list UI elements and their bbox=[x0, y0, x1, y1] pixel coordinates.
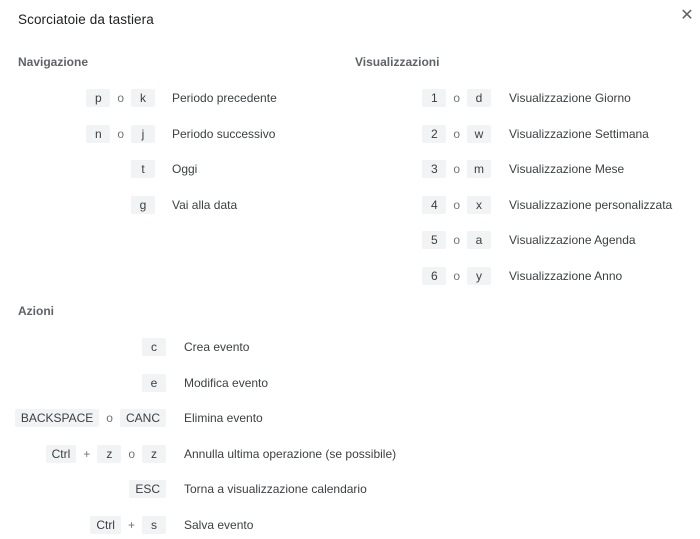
keycap: CANC bbox=[120, 409, 166, 427]
keycap: s bbox=[142, 516, 166, 534]
shortcut-row bbox=[0, 445, 700, 463]
shortcut-row bbox=[0, 196, 700, 214]
shortcut-row bbox=[0, 338, 700, 356]
key-separator: + bbox=[83, 447, 91, 461]
keycap: Ctrl bbox=[46, 445, 77, 463]
keycap: 1 bbox=[422, 89, 446, 107]
keycap: x bbox=[467, 196, 491, 214]
keycap: 5 bbox=[422, 231, 446, 249]
shortcut-row bbox=[0, 231, 700, 249]
key-separator: o bbox=[453, 127, 460, 141]
shortcut-keys bbox=[0, 516, 166, 534]
section-title-visualizzazioni: Visualizzazioni bbox=[355, 55, 440, 69]
shortcut-keys bbox=[0, 480, 166, 498]
keycap: 2 bbox=[422, 125, 446, 143]
keycap: d bbox=[467, 89, 491, 107]
key-separator: o bbox=[106, 411, 113, 425]
shortcut-description: Vai alla data bbox=[172, 198, 238, 212]
shortcut-description: Oggi bbox=[172, 162, 198, 176]
key-separator: o bbox=[453, 91, 460, 105]
shortcut-description: Periodo precedente bbox=[172, 91, 277, 105]
keycap: t bbox=[131, 160, 155, 178]
keycap: BACKSPACE bbox=[15, 409, 99, 427]
shortcut-description: Torna a visualizzazione calendario bbox=[184, 482, 367, 496]
keycap: n bbox=[86, 125, 110, 143]
keycap: j bbox=[131, 125, 155, 143]
shortcut-keys bbox=[0, 338, 166, 356]
keycap: m bbox=[467, 160, 491, 178]
key-separator: o bbox=[117, 91, 124, 105]
key-separator: o bbox=[128, 447, 135, 461]
keycap: 4 bbox=[422, 196, 446, 214]
shortcut-description: Visualizzazione personalizzata bbox=[509, 198, 673, 212]
shortcut-row bbox=[0, 516, 700, 534]
close-icon[interactable]: ✕ bbox=[680, 7, 694, 24]
key-separator: o bbox=[453, 269, 460, 283]
shortcut-row bbox=[0, 160, 700, 178]
keycap: w bbox=[467, 125, 491, 143]
shortcut-keys bbox=[0, 267, 491, 285]
shortcut-keys bbox=[0, 125, 491, 143]
shortcut-description: Visualizzazione Settimana bbox=[509, 127, 649, 141]
keycap: p bbox=[86, 89, 110, 107]
shortcut-row bbox=[0, 480, 700, 498]
keycap: z bbox=[142, 445, 166, 463]
dialog-title: Scorciatoie da tastiera bbox=[18, 12, 154, 27]
shortcut-row bbox=[0, 89, 700, 107]
shortcut-description: Salva evento bbox=[184, 518, 254, 532]
shortcut-keys bbox=[0, 445, 166, 463]
shortcut-keys bbox=[0, 409, 166, 427]
shortcut-description: Visualizzazione Giorno bbox=[509, 91, 631, 105]
keycap: z bbox=[97, 445, 121, 463]
keycap: c bbox=[142, 338, 166, 356]
section-title-azioni: Azioni bbox=[18, 304, 54, 318]
key-separator: + bbox=[127, 518, 135, 532]
shortcut-keys bbox=[0, 231, 491, 249]
key-separator: o bbox=[117, 127, 124, 141]
shortcut-description: Annulla ultima operazione (se possibile) bbox=[184, 447, 397, 461]
shortcut-description: Periodo successivo bbox=[172, 127, 276, 141]
keycap: 6 bbox=[422, 267, 446, 285]
shortcut-keys bbox=[0, 160, 491, 178]
shortcut-keys bbox=[0, 89, 491, 107]
keycap: a bbox=[467, 231, 491, 249]
key-separator: o bbox=[453, 198, 460, 212]
shortcut-description: Elimina evento bbox=[184, 411, 263, 425]
key-separator: o bbox=[453, 233, 460, 247]
shortcut-description: Visualizzazione Agenda bbox=[509, 233, 636, 247]
keycap: e bbox=[142, 374, 166, 392]
shortcut-keys bbox=[0, 196, 491, 214]
shortcut-row bbox=[0, 125, 700, 143]
shortcut-description: Crea evento bbox=[184, 340, 250, 354]
shortcut-keys bbox=[0, 374, 166, 392]
keycap: Ctrl bbox=[90, 516, 121, 534]
keycap: 3 bbox=[422, 160, 446, 178]
shortcut-row bbox=[0, 267, 700, 285]
keycap: y bbox=[467, 267, 491, 285]
shortcut-description: Modifica evento bbox=[184, 376, 269, 390]
keycap: k bbox=[131, 89, 155, 107]
shortcut-description: Visualizzazione Mese bbox=[509, 162, 625, 176]
shortcut-row bbox=[0, 374, 700, 392]
keycap: g bbox=[131, 196, 155, 214]
key-separator: o bbox=[453, 162, 460, 176]
section-title-navigazione: Navigazione bbox=[18, 55, 89, 69]
shortcut-row bbox=[0, 409, 700, 427]
shortcut-description: Visualizzazione Anno bbox=[509, 269, 623, 283]
keycap: ESC bbox=[129, 480, 166, 498]
